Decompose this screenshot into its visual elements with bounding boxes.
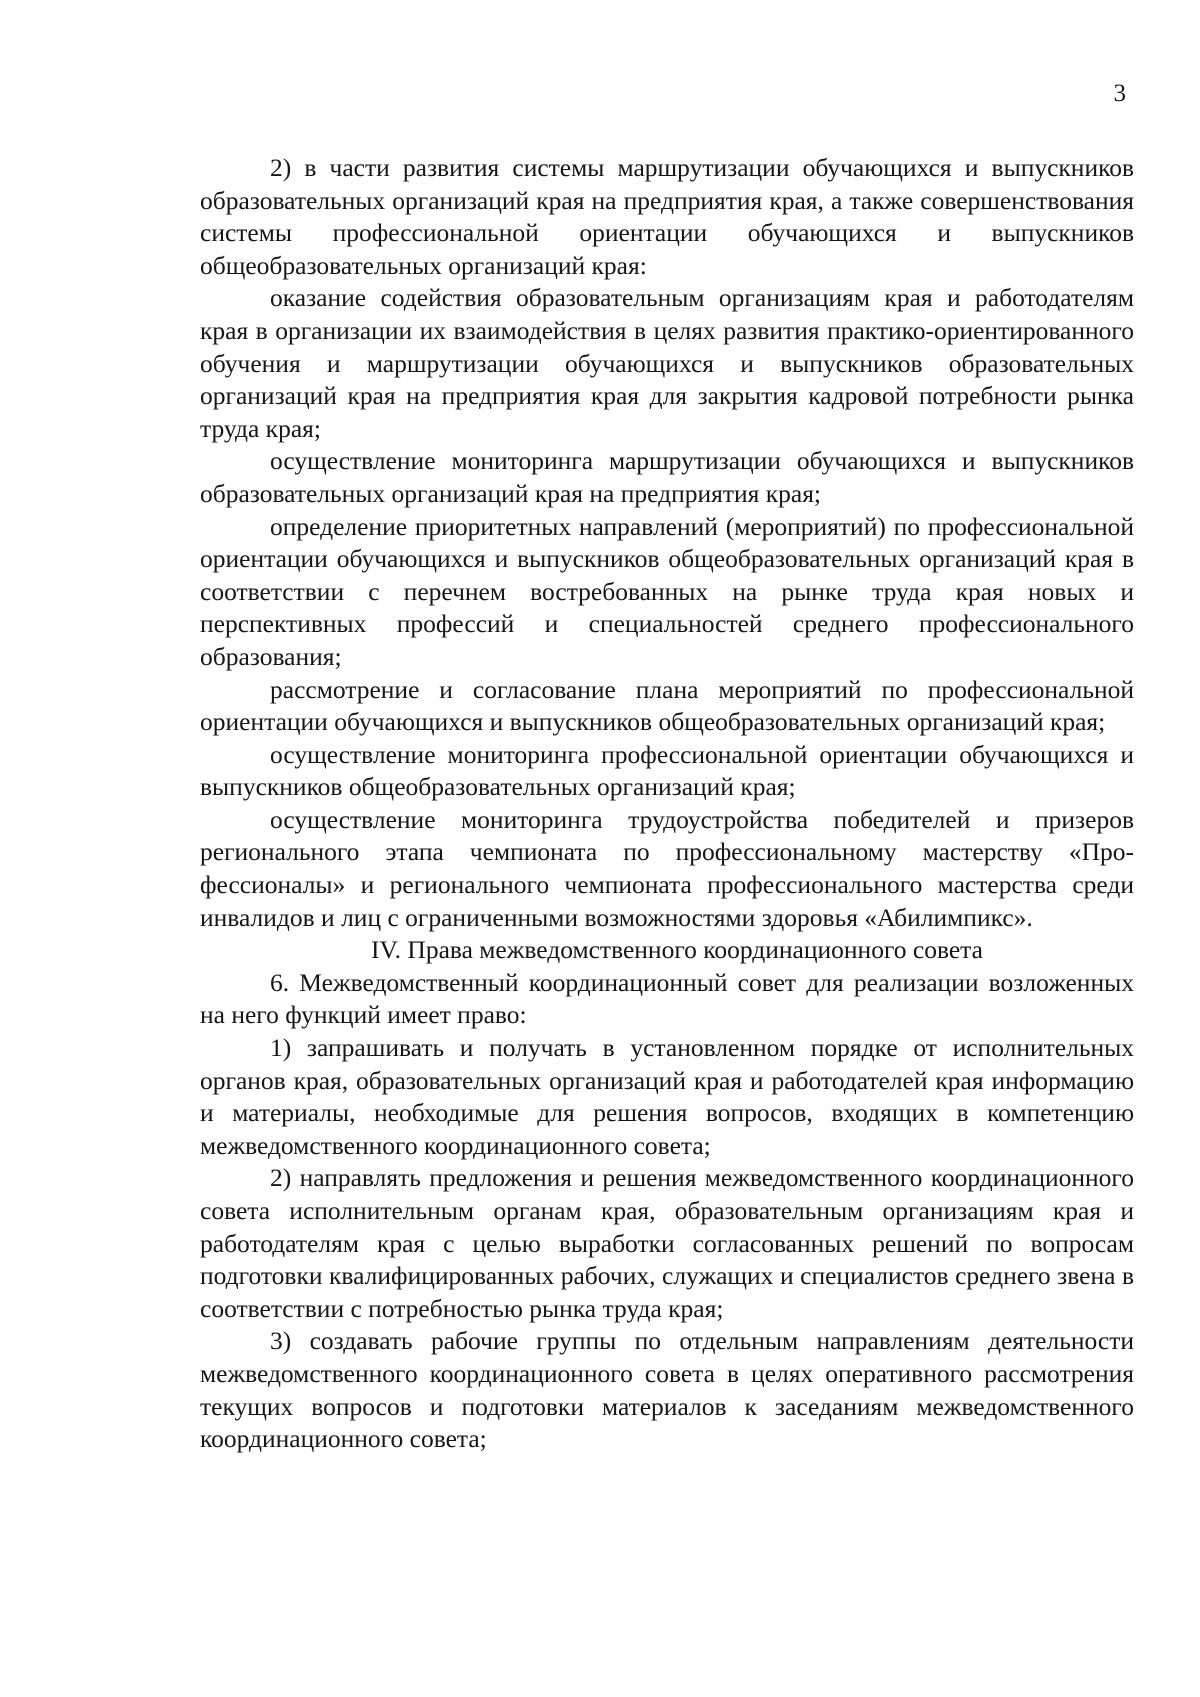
paragraph-right-working-groups: 3) создавать рабочие группы по отдельным направлениям деятельности межведомственного координационного совета в целях оперативного рассмотрения текущих вопросов и подготовки материалов к заседаниям межведомственного координационного совета; <box>200 1326 1134 1454</box>
paragraph-plan-approval: рассмотрение и согласование плана мероприятий по профессиональной ориентации обучающихся и выпускников общеобразовательных организаций края; <box>200 674 1134 737</box>
paragraph-employment-monitoring: осуществление мониторинга трудоустройства победителей и призеров регионального этапа чемпионата по профессиональному мастерству «Профессионалы» и регионального чемпионата профессионального мастерства среди инвалидов и лиц с ограниченными возможностями здоровья «Абилимпикс». <box>200 804 1134 932</box>
paragraph-right-proposals: 2) направлять предложения и решения межведомственного координационного совета исполнительным органам края, образовательным организациям края и работодателям края с целью выработки согласованных решений по вопросам подготовки квалифицированных рабочих, служащих и специалистов среднего звена в соответствии с потребностью рынка труда края; <box>200 1163 1134 1323</box>
paragraph-routing-monitoring: осуществление мониторинга маршрутизации обучающихся и выпускников образовательных организаций края на предприятия края; <box>200 446 1134 508</box>
paragraph-assistance: оказание содействия образовательным организациям края и работодателям края в организации их взаимодействия в целях развития практико-ориентированного обучения и маршрутизации обучающихся и выпускников образовательных организаций края на предприятия края для закрытия кадровой потребности рынка труда края; <box>200 283 1134 443</box>
paragraph-routing-intro: 2) в части развития системы маршрутизации обучающихся и выпускников образовательных организаций края на предприятия края, а также совершенствования системы профессиональной ориентации обучающихся и выпускников общеобразовательных организаций края: <box>200 153 1134 280</box>
section-heading: IV. Права межведомственного координационного совета <box>371 935 983 965</box>
paragraph-council-rights: 6. Межведомственный координационный совет для реализации возложенных на него функций имеет право: <box>200 967 1134 1030</box>
page-number: 3 <box>1113 80 1126 107</box>
document-body <box>200 152 1134 1456</box>
paragraph-orientation-monitoring: осуществление мониторинга профессиональной ориентации обучающихся и выпускников общеобразовательных организаций края; <box>200 739 1134 802</box>
paragraph-right-request: 1) запрашивать и получать в установленном порядке от исполнительных органов края, образовательных организаций края и работодателей края информацию и материалы, необходимые для решения вопросов, входящих в компетенцию межведомственного координационного совета; <box>200 1033 1134 1160</box>
paragraph-priority-directions: определение приоритетных направлений (мероприятий) по профессиональной ориентации обучающихся и выпускников общеобразовательных организаций края в соответствии с перечнем востребованных на рынке труда края новых и перспективных профессий и специальностей среднего профессионального образования; <box>200 511 1134 671</box>
